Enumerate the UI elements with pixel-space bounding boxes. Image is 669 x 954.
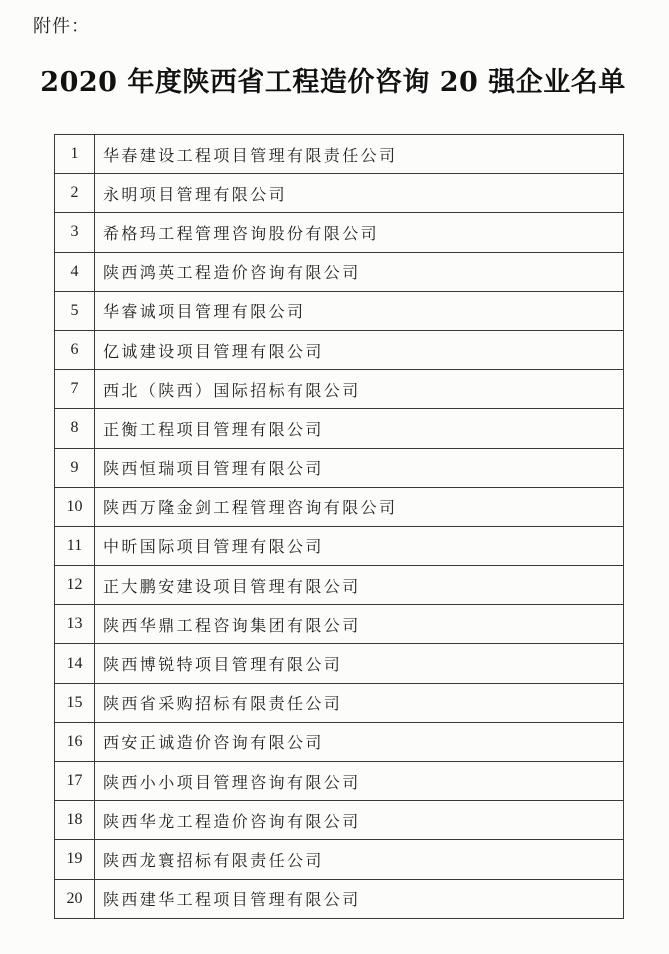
rank-cell: 19 xyxy=(55,840,95,879)
table-row xyxy=(55,370,624,409)
table-row xyxy=(55,330,624,369)
company-name-cell: 亿诚建设项目管理有限公司 xyxy=(95,330,624,369)
company-list-body xyxy=(55,135,624,919)
rank-cell: 13 xyxy=(55,605,95,644)
table-row xyxy=(55,526,624,565)
company-name-cell: 西安正诚造价咨询有限公司 xyxy=(95,722,624,761)
table-row xyxy=(55,644,624,683)
company-name-cell: 陕西龙寰招标有限责任公司 xyxy=(95,840,624,879)
table-row xyxy=(55,722,624,761)
table-row xyxy=(55,683,624,722)
table-row xyxy=(55,487,624,526)
rank-cell: 18 xyxy=(55,801,95,840)
table-row xyxy=(55,879,624,918)
rank-cell: 14 xyxy=(55,644,95,683)
rank-cell: 15 xyxy=(55,683,95,722)
company-name-cell: 永明项目管理有限公司 xyxy=(95,174,624,213)
rank-cell: 20 xyxy=(55,879,95,918)
rank-cell: 10 xyxy=(55,487,95,526)
rank-cell: 5 xyxy=(55,291,95,330)
table-row xyxy=(55,566,624,605)
table-row xyxy=(55,135,624,174)
company-name-cell: 陕西鸿英工程造价咨询有限公司 xyxy=(95,252,624,291)
table-row xyxy=(55,252,624,291)
company-name-cell: 陕西华鼎工程咨询集团有限公司 xyxy=(95,605,624,644)
rank-cell: 7 xyxy=(55,370,95,409)
rank-cell: 3 xyxy=(55,213,95,252)
rank-cell: 9 xyxy=(55,448,95,487)
company-name-cell: 华睿诚项目管理有限公司 xyxy=(95,291,624,330)
company-name-cell: 陕西万隆金剑工程管理咨询有限公司 xyxy=(95,487,624,526)
company-list-table xyxy=(54,134,624,919)
company-name-cell: 正大鹏安建设项目管理有限公司 xyxy=(95,566,624,605)
company-name-cell: 中昕国际项目管理有限公司 xyxy=(95,526,624,565)
table-row xyxy=(55,801,624,840)
table-row xyxy=(55,174,624,213)
table-row xyxy=(55,291,624,330)
company-name-cell: 西北（陕西）国际招标有限公司 xyxy=(95,370,624,409)
company-name-cell: 华春建设工程项目管理有限责任公司 xyxy=(95,135,624,174)
rank-cell: 16 xyxy=(55,722,95,761)
page-title: 2020 年度陕西省工程造价咨询 20 强企业名单 xyxy=(40,67,626,98)
table-row xyxy=(55,840,624,879)
rank-cell: 17 xyxy=(55,762,95,801)
rank-cell: 12 xyxy=(55,566,95,605)
rank-cell: 4 xyxy=(55,252,95,291)
company-name-cell: 陕西小小项目管理咨询有限公司 xyxy=(95,762,624,801)
company-name-cell: 陕西恒瑞项目管理有限公司 xyxy=(95,448,624,487)
rank-cell: 6 xyxy=(55,330,95,369)
company-name-cell: 陕西省采购招标有限责任公司 xyxy=(95,683,624,722)
rank-cell: 11 xyxy=(55,526,95,565)
table-row xyxy=(55,448,624,487)
table-row xyxy=(55,213,624,252)
company-name-cell: 正衡工程项目管理有限公司 xyxy=(95,409,624,448)
rank-cell: 1 xyxy=(55,135,95,174)
company-name-cell: 陕西博锐特项目管理有限公司 xyxy=(95,644,624,683)
company-name-cell: 陕西华龙工程造价咨询有限公司 xyxy=(95,801,624,840)
attachment-label: 附件： xyxy=(33,16,90,37)
table-row xyxy=(55,605,624,644)
rank-cell: 8 xyxy=(55,409,95,448)
table-row xyxy=(55,762,624,801)
rank-cell: 2 xyxy=(55,174,95,213)
company-name-cell: 希格玛工程管理咨询股份有限公司 xyxy=(95,213,624,252)
table-row xyxy=(55,409,624,448)
company-name-cell: 陕西建华工程项目管理有限公司 xyxy=(95,879,624,918)
